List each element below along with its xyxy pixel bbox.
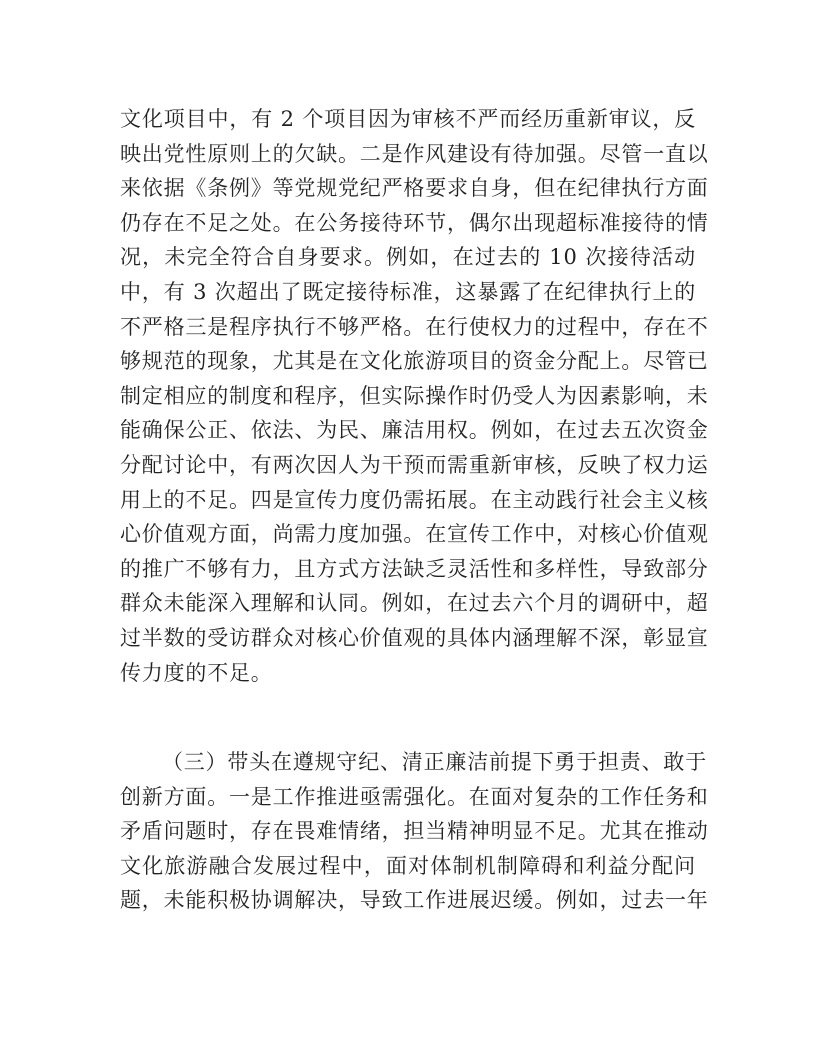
text-line: 群众未能深入理解和认同。例如，在过去六个月的调研中，超	[120, 591, 709, 616]
text-line: 过半数的受访群众对核心价值观的具体内涵理解不深，彰显宣	[120, 625, 709, 650]
text-line: 制定相应的制度和程序，但实际操作时仍受人为因素影响，未	[120, 383, 709, 408]
text-line: 的推广不够有力，且方式方法缺乏灵活性和多样性，导致部分	[120, 556, 709, 581]
text-line: 文化项目中，有 2 个项目因为审核不严而经历重新审议，反	[120, 107, 696, 131]
text-line: 映出党性原则上的欠缺。二是作风建设有待加强。尽管一直以	[120, 141, 709, 166]
section-heading-line: （三）带头在遵规守纪、清正廉洁前提下勇于担责、敢于	[162, 750, 707, 774]
body-paragraph-2	[120, 745, 709, 918]
text-line: 矛盾问题时，存在畏难情绪，担当精神明显不足。尤其在推动	[120, 819, 709, 844]
text-line: 能确保公正、依法、为民、廉洁用权。例如，在过去五次资金	[120, 418, 709, 443]
text-line: 况，未完全符合自身要求。例如，在过去的 10 次接待活动	[120, 245, 696, 270]
text-line: 题，未能积极协调解决，导致工作进展迟缓。例如，过去一年	[120, 888, 709, 913]
text-line: 够规范的现象，尤其是在文化旅游项目的资金分配上。尽管已	[120, 349, 709, 374]
text-line: 用上的不足。四是宣传力度仍需拓展。在主动践行社会主义核	[120, 487, 709, 512]
body-paragraph-1	[120, 102, 709, 690]
text-line: 仍存在不足之处。在公务接待环节，偶尔出现超标准接待的情	[120, 210, 709, 235]
text-line: 不严格三是程序执行不够严格。在行使权力的过程中，存在不	[120, 314, 709, 339]
text-line: 文化旅游融合发展过程中，面对体制机制障碍和利益分配问	[120, 853, 696, 878]
text-line: 中，有 3 次超出了既定接待标准，这暴露了在纪律执行上的	[120, 279, 696, 304]
text-line: 传力度的不足。	[120, 660, 273, 685]
text-line: 创新方面。一是工作推进亟需强化。在面对复杂的工作任务和	[120, 784, 709, 809]
text-line: 心价值观方面，尚需力度加强。在宣传工作中，对核心价值观	[120, 522, 709, 547]
text-line: 分配讨论中，有两次因人为干预而需重新审核，反映了权力运	[120, 452, 709, 477]
text-line: 来依据《条例》等党规党纪严格要求自身，但在纪律执行方面	[120, 176, 709, 201]
